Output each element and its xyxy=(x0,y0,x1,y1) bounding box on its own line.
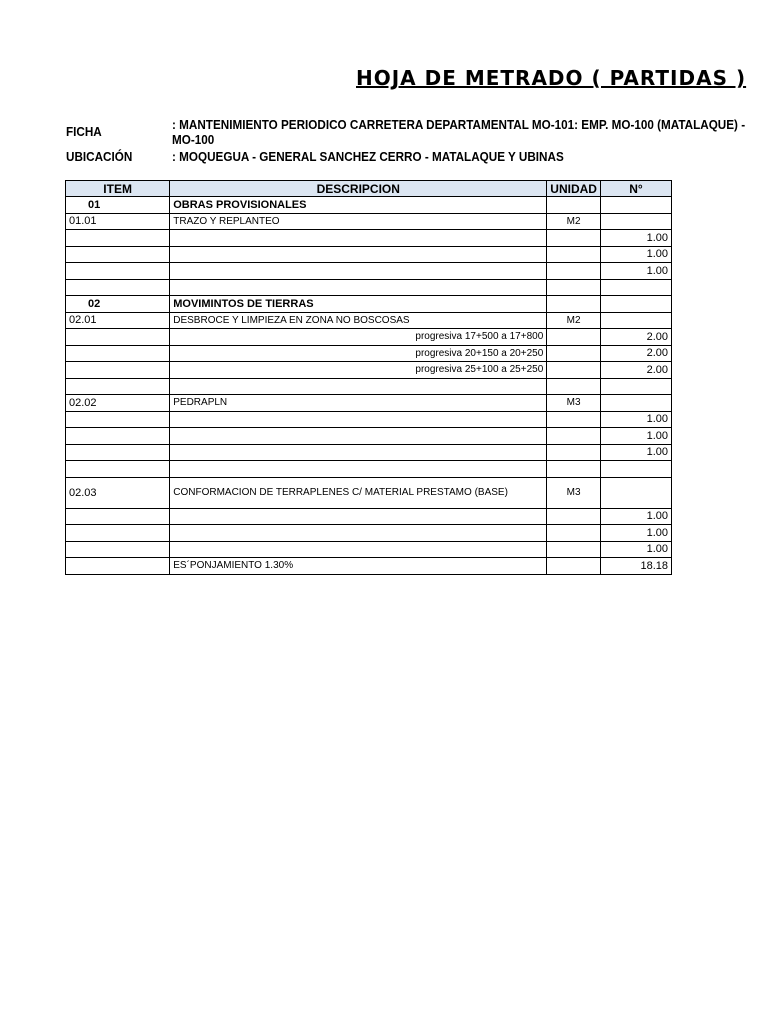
cell-unidad[interactable] xyxy=(547,263,601,280)
cell-item[interactable] xyxy=(66,461,170,478)
cell-item[interactable]: 02 xyxy=(66,296,170,313)
cell-numero[interactable] xyxy=(600,296,671,313)
cell-unidad[interactable] xyxy=(547,411,601,428)
cell-descripcion[interactable] xyxy=(170,230,547,247)
ficha-value-line1: : MANTENIMIENTO PERIODICO CARRETERA DEPARTAMENTAL MO-101: EMP. MO-100 (MATALAQUE) - xyxy=(172,117,746,132)
cell-descripcion[interactable] xyxy=(170,428,547,445)
cell-descripcion[interactable] xyxy=(170,444,547,461)
cell-numero[interactable]: 1.00 xyxy=(600,230,671,247)
cell-unidad[interactable] xyxy=(547,525,601,542)
cell-item[interactable]: 02.02 xyxy=(66,395,170,412)
cell-numero[interactable]: 2.00 xyxy=(600,345,671,362)
table-row xyxy=(66,525,672,542)
cell-unidad[interactable] xyxy=(547,508,601,525)
table-row xyxy=(66,461,672,478)
table-row xyxy=(66,246,672,263)
cell-unidad[interactable] xyxy=(547,444,601,461)
cell-descripcion[interactable]: ES´PONJAMIENTO 1.30% xyxy=(170,558,547,575)
cell-item[interactable]: 02.03 xyxy=(66,477,170,508)
cell-unidad[interactable]: M3 xyxy=(547,477,601,508)
cell-numero[interactable]: 2.00 xyxy=(600,329,671,346)
cell-item[interactable] xyxy=(66,428,170,445)
cell-descripcion[interactable]: progresiva 17+500 a 17+800 xyxy=(170,329,547,346)
ficha-label: FICHA xyxy=(66,124,102,139)
cell-unidad[interactable] xyxy=(547,362,601,379)
cell-descripcion[interactable]: DESBROCE Y LIMPIEZA EN ZONA NO BOSCOSAS xyxy=(170,312,547,329)
cell-numero[interactable] xyxy=(600,477,671,508)
cell-numero[interactable] xyxy=(600,312,671,329)
cell-numero[interactable]: 1.00 xyxy=(600,428,671,445)
cell-descripcion[interactable]: OBRAS PROVISIONALES xyxy=(170,197,547,214)
table-row xyxy=(66,508,672,525)
cell-numero[interactable]: 2.00 xyxy=(600,362,671,379)
column-header-numero: N° xyxy=(600,181,671,197)
cell-descripcion[interactable]: MOVIMINTOS DE TIERRAS xyxy=(170,296,547,313)
cell-numero[interactable]: 1.00 xyxy=(600,246,671,263)
table-row xyxy=(66,263,672,280)
table-row xyxy=(66,541,672,558)
cell-descripcion[interactable] xyxy=(170,378,547,395)
cell-numero[interactable] xyxy=(600,213,671,230)
table-row xyxy=(66,296,672,313)
cell-unidad[interactable] xyxy=(547,230,601,247)
table-row xyxy=(66,428,672,445)
cell-unidad[interactable] xyxy=(547,345,601,362)
cell-descripcion[interactable]: PEDRAPLN xyxy=(170,395,547,412)
cell-unidad[interactable] xyxy=(547,279,601,296)
cell-unidad[interactable] xyxy=(547,296,601,313)
cell-descripcion[interactable] xyxy=(170,246,547,263)
table-header-row xyxy=(66,181,672,197)
table-row xyxy=(66,395,672,412)
ficha-value-line2: MO-100 xyxy=(172,132,215,147)
table-row xyxy=(66,477,672,508)
cell-numero[interactable] xyxy=(600,378,671,395)
cell-descripcion[interactable] xyxy=(170,279,547,296)
table-row xyxy=(66,444,672,461)
cell-unidad[interactable] xyxy=(547,246,601,263)
cell-item[interactable] xyxy=(66,279,170,296)
cell-descripcion[interactable]: CONFORMACION DE TERRAPLENES C/ MATERIAL PRESTAMO (BASE) xyxy=(170,477,547,508)
cell-numero[interactable]: 1.00 xyxy=(600,541,671,558)
cell-numero[interactable] xyxy=(600,461,671,478)
cell-numero[interactable]: 1.00 xyxy=(600,508,671,525)
cell-item[interactable] xyxy=(66,444,170,461)
cell-item[interactable] xyxy=(66,525,170,542)
table-body xyxy=(66,197,672,575)
ubicacion-label: UBICACIÓN xyxy=(66,149,133,164)
cell-numero[interactable] xyxy=(600,279,671,296)
cell-unidad[interactable] xyxy=(547,558,601,575)
cell-descripcion[interactable] xyxy=(170,541,547,558)
cell-descripcion[interactable]: progresiva 20+150 a 20+250 xyxy=(170,345,547,362)
cell-item[interactable] xyxy=(66,508,170,525)
table-row xyxy=(66,230,672,247)
table-row xyxy=(66,362,672,379)
table-row xyxy=(66,411,672,428)
cell-item[interactable] xyxy=(66,230,170,247)
column-header-descripcion: DESCRIPCION xyxy=(170,181,547,197)
column-header-item: ITEM xyxy=(66,181,170,197)
cell-descripcion[interactable]: progresiva 25+100 a 25+250 xyxy=(170,362,547,379)
cell-item[interactable] xyxy=(66,329,170,346)
cell-item[interactable] xyxy=(66,411,170,428)
cell-item[interactable] xyxy=(66,378,170,395)
cell-descripcion[interactable] xyxy=(170,525,547,542)
cell-descripcion[interactable] xyxy=(170,263,547,280)
table-row xyxy=(66,312,672,329)
table-row xyxy=(66,279,672,296)
table-row xyxy=(66,558,672,575)
cell-numero[interactable]: 18.18 xyxy=(600,558,671,575)
cell-numero[interactable]: 1.00 xyxy=(600,263,671,280)
cell-unidad[interactable]: M2 xyxy=(547,312,601,329)
cell-unidad[interactable]: M2 xyxy=(547,213,601,230)
ubicacion-value: : MOQUEGUA - GENERAL SANCHEZ CERRO - MATALAQUE Y UBINAS xyxy=(172,149,564,164)
cell-descripcion[interactable] xyxy=(170,508,547,525)
cell-descripcion[interactable] xyxy=(170,411,547,428)
cell-numero[interactable]: 1.00 xyxy=(600,411,671,428)
cell-numero[interactable] xyxy=(600,395,671,412)
cell-unidad[interactable] xyxy=(547,541,601,558)
cell-item[interactable] xyxy=(66,246,170,263)
table-row xyxy=(66,378,672,395)
table-row xyxy=(66,197,672,214)
page-title: HOJA DE METRADO ( PARTIDAS ) xyxy=(356,66,747,90)
cell-item[interactable] xyxy=(66,541,170,558)
cell-unidad[interactable]: M3 xyxy=(547,395,601,412)
cell-unidad[interactable] xyxy=(547,461,601,478)
cell-item[interactable] xyxy=(66,558,170,575)
table-row xyxy=(66,213,672,230)
cell-numero[interactable]: 1.00 xyxy=(600,525,671,542)
cell-unidad[interactable] xyxy=(547,428,601,445)
cell-unidad[interactable] xyxy=(547,329,601,346)
cell-unidad[interactable] xyxy=(547,197,601,214)
cell-item[interactable] xyxy=(66,362,170,379)
metrado-table xyxy=(65,180,672,575)
cell-unidad[interactable] xyxy=(547,378,601,395)
cell-descripcion[interactable]: TRAZO Y REPLANTEO xyxy=(170,213,547,230)
cell-item[interactable] xyxy=(66,263,170,280)
column-header-unidad: UNIDAD xyxy=(547,181,601,197)
cell-item[interactable] xyxy=(66,345,170,362)
cell-item[interactable]: 01 xyxy=(66,197,170,214)
table-row xyxy=(66,329,672,346)
cell-item[interactable]: 01.01 xyxy=(66,213,170,230)
cell-numero[interactable] xyxy=(600,197,671,214)
cell-descripcion[interactable] xyxy=(170,461,547,478)
table-row xyxy=(66,345,672,362)
cell-item[interactable]: 02.01 xyxy=(66,312,170,329)
cell-numero[interactable]: 1.00 xyxy=(600,444,671,461)
